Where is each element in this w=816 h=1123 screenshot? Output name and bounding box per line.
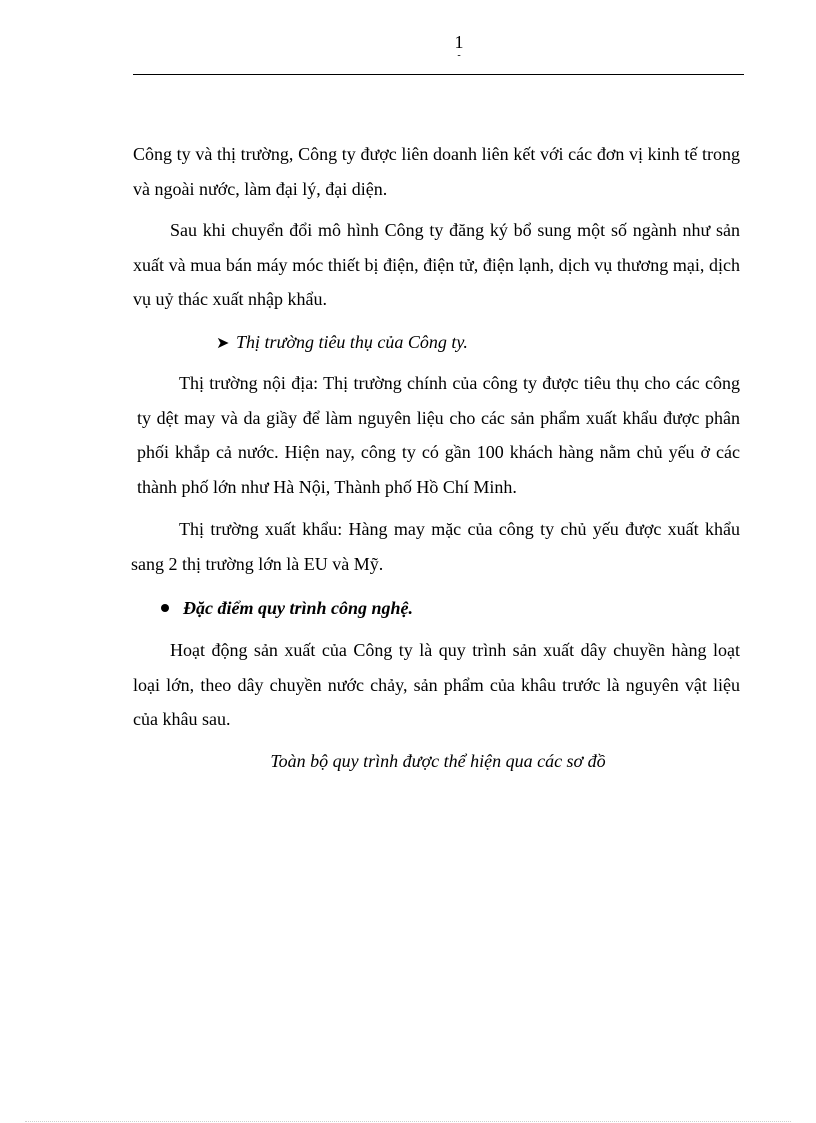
dot-bullet-icon <box>161 604 169 612</box>
paragraph-4: Thị trường xuất khẩu: Hàng may mặc của công ty chủ yếu được xuất khẩu sang 2 thị trường lớn là EU và Mỹ. <box>131 519 740 574</box>
diagram-caption: Toàn bộ quy trình được thể hiện qua các sơ đồ <box>270 751 606 771</box>
paragraph-2: Sau khi chuyển đổi mô hình Công ty đăng ký bổ sung một số ngành như sản xuất và mua bán máy móc thiết bị điện, điện tử, điện lạnh, dịch vụ thương mại, dịch vụ uỷ thác xuất nhập khẩu. <box>133 220 740 309</box>
page-number: 1 <box>454 32 464 52</box>
paragraph-3: Thị trường nội địa: Thị trường chính của công ty được tiêu thụ cho các công ty dệt may và da giầy để làm nguyên liệu cho các sản phẩm xuất khẩu được phân phối khắp cả nước. Hiện nay, công ty có gần 100 khách hàng nằm chủ yếu ở các thành phố lớn như Hà Nội, Thành phố Hồ Chí Minh. <box>137 373 740 497</box>
page-number-dash: - <box>457 50 461 61</box>
tech-heading-text: Đặc điểm quy trình công nghệ. <box>183 598 414 618</box>
tech-heading <box>161 596 413 620</box>
arrow-bullet-icon: ➤ <box>216 335 230 352</box>
market-heading-text: Thị trường tiêu thụ của Công ty. <box>236 332 468 352</box>
header-rule <box>133 74 744 75</box>
paragraph-1: Công ty và thị trường, Công ty được liên doanh liên kết với các đơn vị kinh tế trong và ngoài nước, làm đại lý, đại diện. <box>133 144 740 199</box>
market-heading <box>216 330 468 356</box>
paragraph-5: Hoạt động sản xuất của Công ty là quy trình sản xuất dây chuyền hàng loạt loại lớn, theo dây chuyền nước chảy, sản phẩm của khâu trước là nguyên vật liệu của khâu sau. <box>133 640 740 729</box>
footer-dotted-line <box>25 1121 791 1122</box>
